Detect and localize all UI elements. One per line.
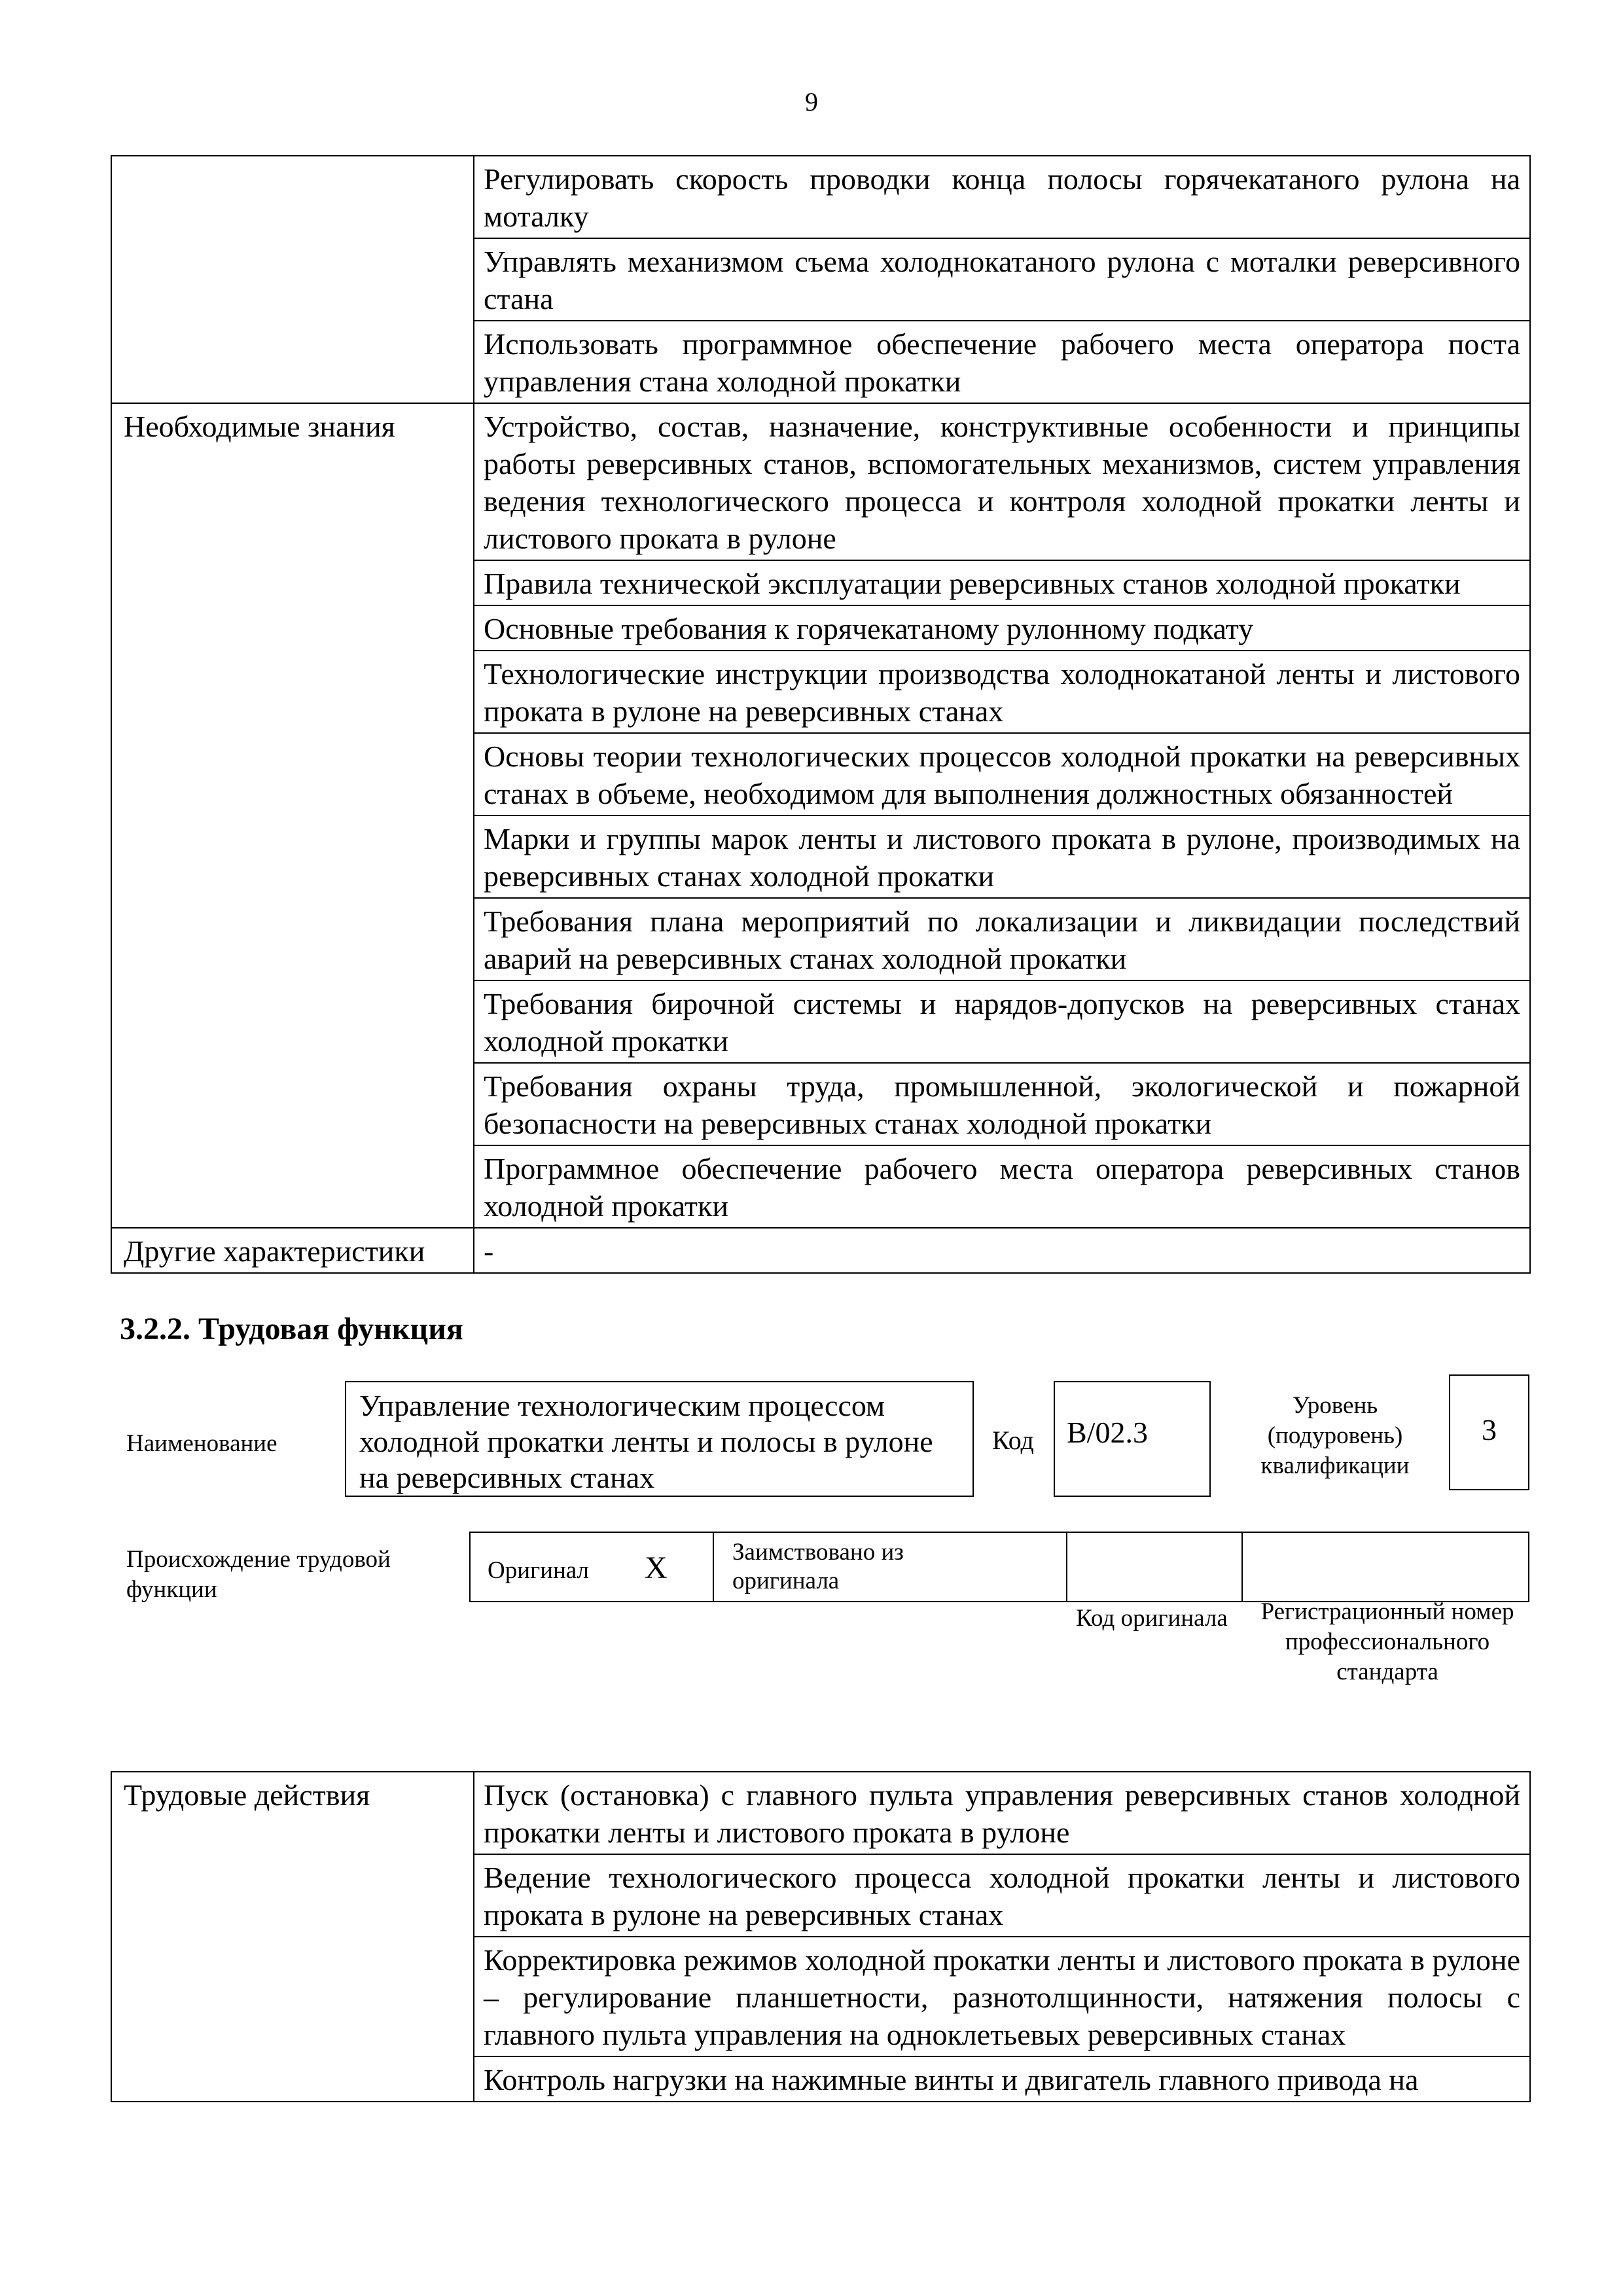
- skill-row: Регулировать скорость проводки конца полосы горячекатаного рулона на моталку: [474, 156, 1530, 238]
- action-row: Контроль нагрузки на нажимные винты и двигатель главного привода на: [474, 2056, 1530, 2102]
- knowledge-row: Требования бирочной системы и нарядов-допусков на реверсивных станах холодной прокатки: [474, 980, 1530, 1063]
- borrowed-label: Заимствовано из оригинала: [732, 1539, 904, 1594]
- action-row: Ведение технологического процесса холодной прокатки ленты и листового проката в рулоне на реверсивных станах: [474, 1854, 1530, 1937]
- name-label: Наименование: [126, 1430, 277, 1457]
- page-number: 9: [805, 87, 818, 117]
- original-mark: X: [645, 1551, 668, 1585]
- other-characteristics-value: -: [474, 1228, 1530, 1273]
- knowledge-row: Основы теории технологических процессов холодной прокатки на реверсивных станах в объеме, необходимом для выполнения должностных обязанностей: [474, 733, 1530, 816]
- origin-row: [469, 1532, 1529, 1602]
- knowledge-row: Правила технической эксплуатации реверсивных станов холодной прокатки: [474, 560, 1530, 605]
- knowledge-row: Требования плана мероприятий по локализации и ликвидации последствий аварий на реверсивных станах холодной прокатки: [474, 898, 1530, 980]
- labor-actions-table: [111, 1771, 1531, 2102]
- action-row: Пуск (остановка) с главного пульта управления реверсивных станов холодной прокатки ленты и листового проката в рулоне: [474, 1772, 1530, 1854]
- continuation-label-cell: [111, 156, 474, 403]
- skill-row: Управлять механизмом съема холоднокатаного рулона с моталки реверсивного стана: [474, 238, 1530, 321]
- knowledge-row: Требования охраны труда, промышленной, экологической и пожарной безопасности на реверсивных станах холодной прокатки: [474, 1063, 1530, 1145]
- origin-label: Происхождение трудовой функции: [126, 1546, 391, 1603]
- origin-divider: [1066, 1533, 1067, 1601]
- knowledge-row: Марки и группы марок ленты и листового проката в рулоне, производимых на реверсивных станах холодной прокатки: [474, 816, 1530, 898]
- section-title: 3.2.2. Трудовая функция: [120, 1312, 463, 1346]
- knowledge-label: Необходимые знания: [111, 403, 474, 1228]
- knowledge-row: Основные требования к горячекатаному рулонному подкату: [474, 605, 1530, 651]
- action-row: Корректировка режимов холодной прокатки ленты и листового проката в рулоне – регулирование планшетности, разнотолщинности, натяжения полосы с главного пульта управления на одноклетьевых реверсивных станах: [474, 1937, 1530, 2056]
- function-name-box: Управление технологическим процессом холодной прокатки ленты и полосы в рулоне на реверсивных станах: [345, 1381, 974, 1497]
- actions-label: Трудовые действия: [111, 1772, 474, 2102]
- level-label: Уровень (подуровень) квалификации: [1260, 1392, 1410, 1479]
- other-characteristics-label: Другие характеристики: [111, 1228, 474, 1273]
- knowledge-row: Программное обеспечение рабочего места оператора реверсивных станов холодной прокатки: [474, 1145, 1530, 1228]
- knowledge-row: Устройство, состав, назначение, конструктивные особенности и принципы работы реверсивных станов, вспомогательных механизмов, систем управления ведения технологического процесса и контроля холодной прокатки ленты и листового проката в рулоне: [474, 403, 1530, 560]
- skill-row: Использовать программное обеспечение рабочего места оператора поста управления стана холодной прокатки: [474, 321, 1530, 403]
- code-caption: Код оригинала: [1076, 1605, 1228, 1632]
- origin-divider: [713, 1533, 714, 1601]
- function-code-box: B/02.3: [1054, 1381, 1211, 1497]
- code-label: Код: [992, 1426, 1034, 1455]
- original-label: Оригинал: [488, 1557, 590, 1584]
- origin-divider: [1241, 1533, 1243, 1601]
- registration-caption: Регистрационный номер профессионального стандарта: [1260, 1598, 1514, 1685]
- level-value-box: 3: [1449, 1374, 1529, 1490]
- knowledge-row: Технологические инструкции производства холоднокатаной ленты и листового проката в рулоне на реверсивных станах: [474, 651, 1530, 733]
- skills-knowledge-table: [111, 155, 1531, 1274]
